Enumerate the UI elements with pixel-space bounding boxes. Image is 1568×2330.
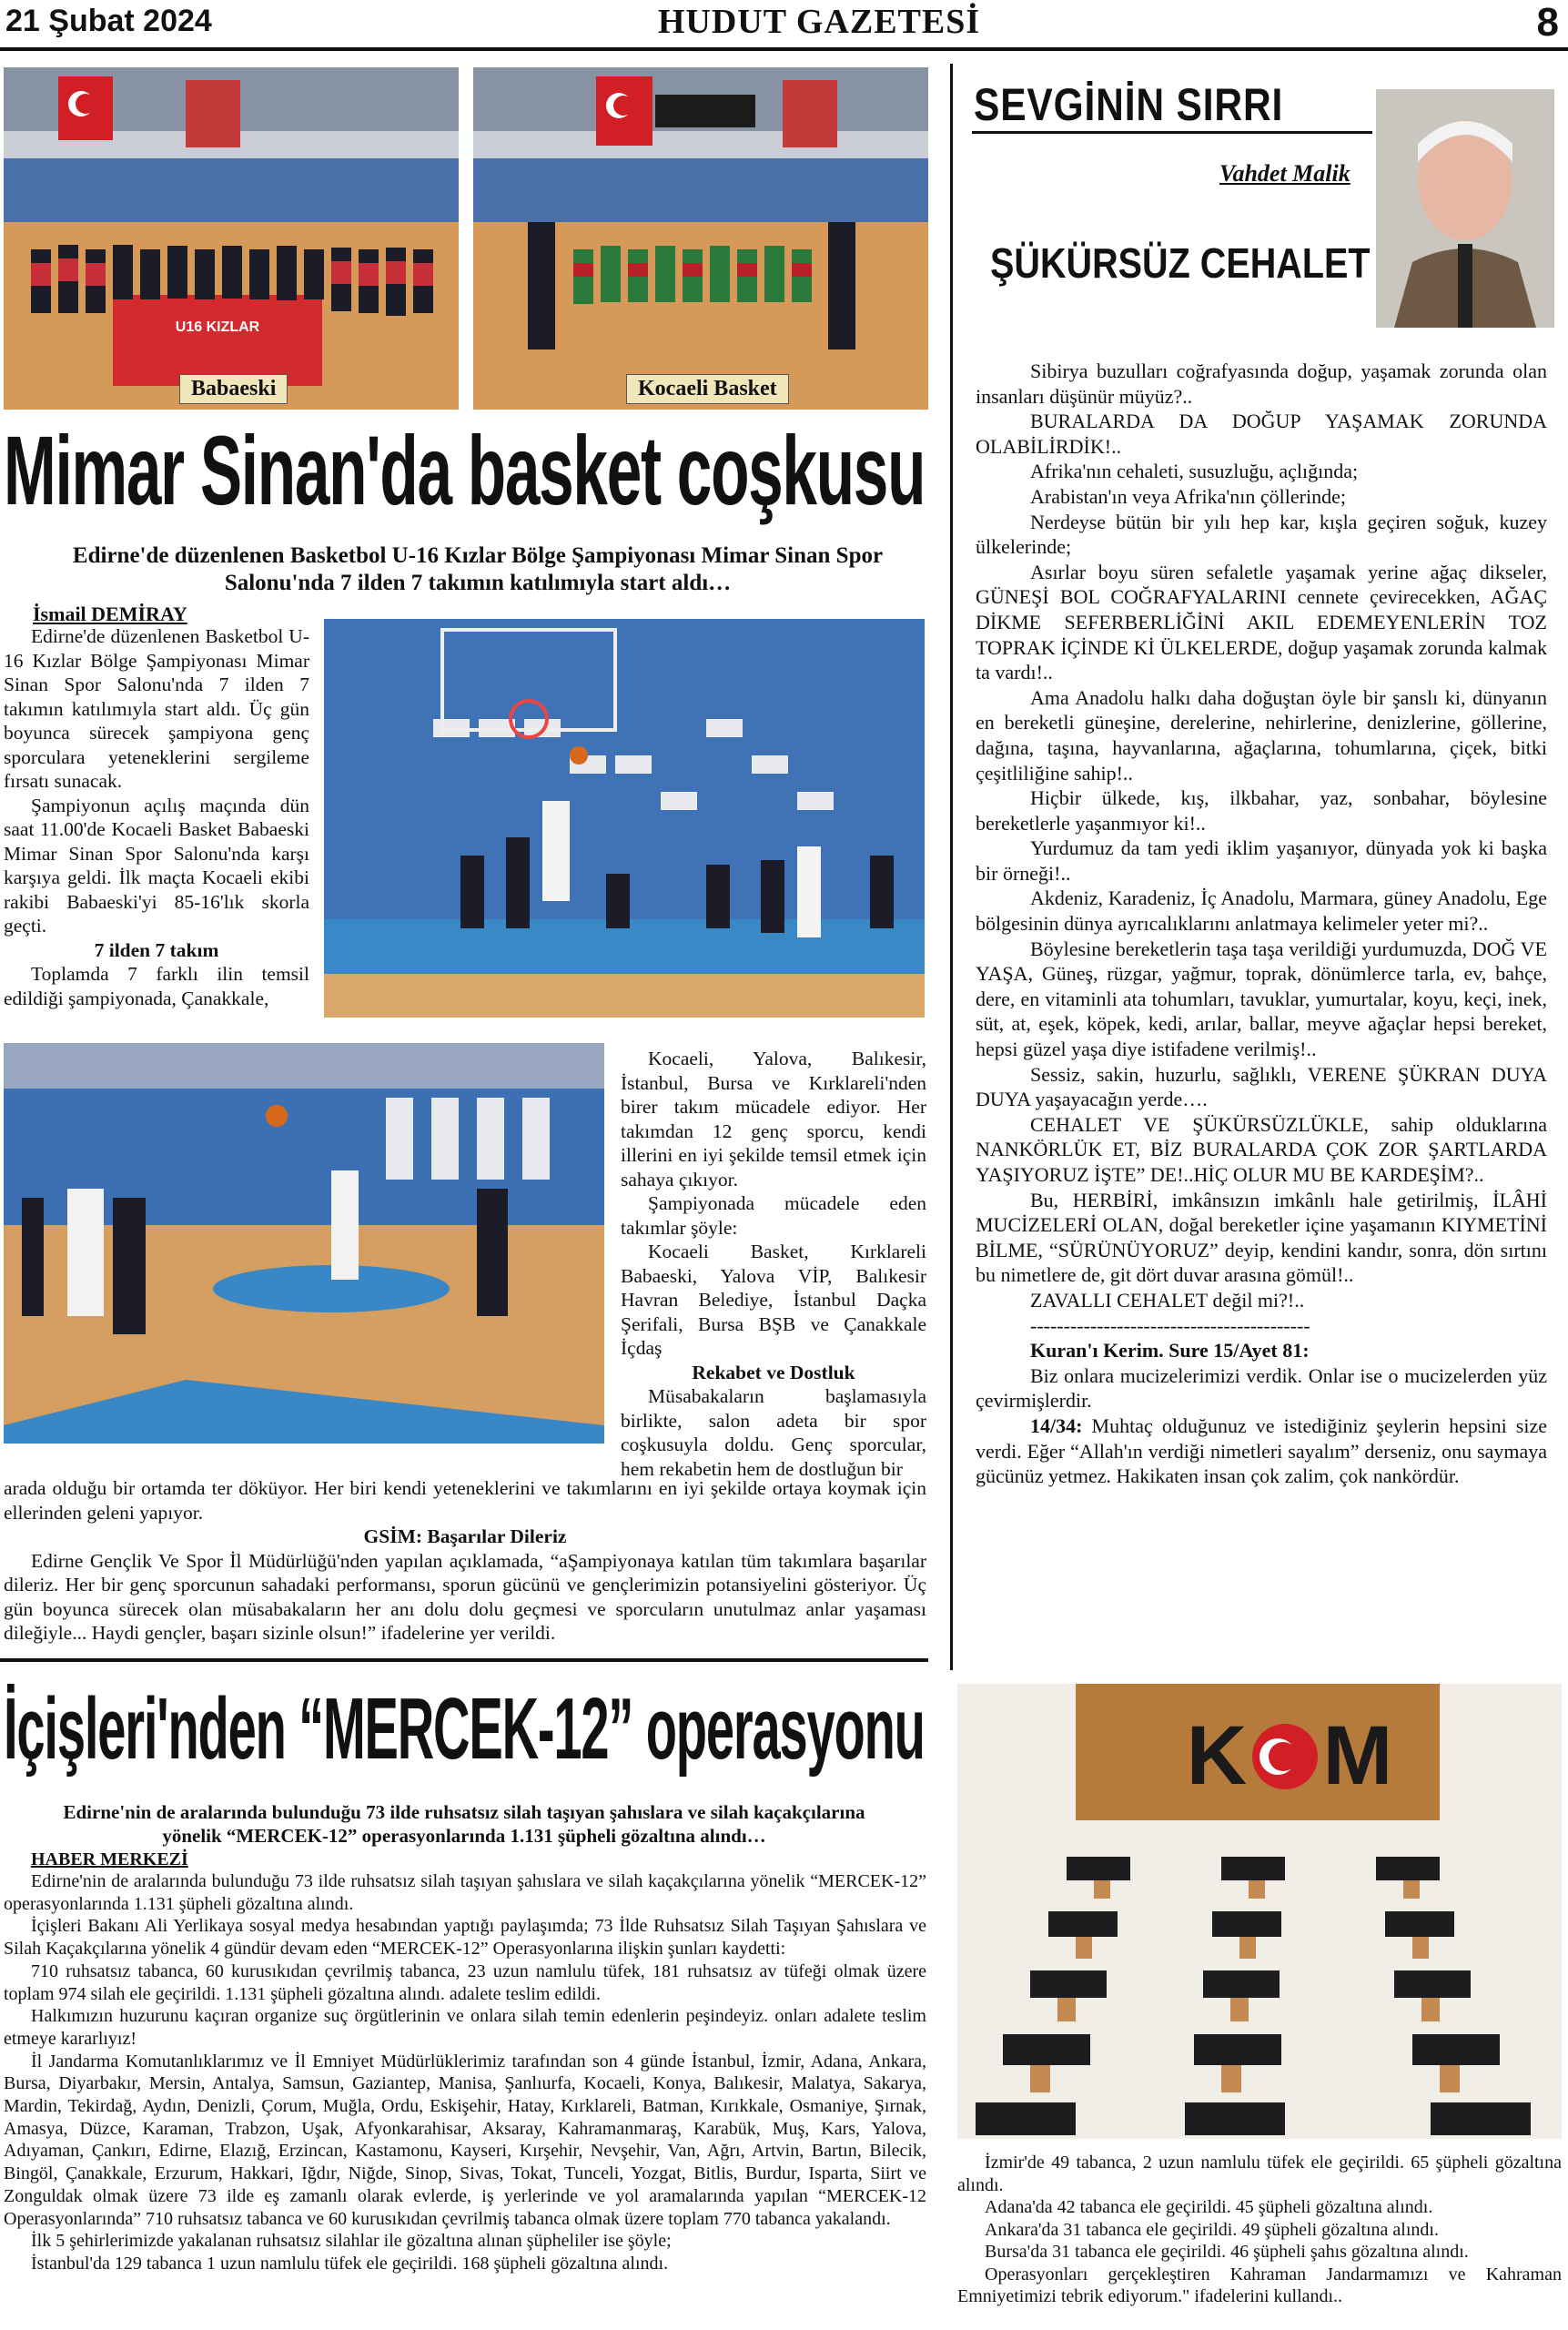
basket-continuation xyxy=(4,1476,926,1646)
column-p9: Yurdumuz da tam yedi iklim yaşanıyor, dünyada yok ki başka bir örneği!.. xyxy=(976,836,1547,885)
basket-full-p2: Edirne Gençlik Ve Spor İl Müdürlüğü'nden yapılan açıklamada, “aŞampiyonaya katılan tüm takımlara başarılar dileriz. Her bir genç sporcunun sahadaki performansı, sporun gücünü ve gençlerimizin potansiyelini gösteriyor. Üç gün boyunca sürecek olan müsabakaların her anı dolu dolu geçmesi ve sporcuların unutulmaz anlar yaşaması dileğiyle... Haydi gençler, başarı sizinle olsun!” ifadelerine yer verildi. xyxy=(4,1549,926,1644)
column-title: ŞÜKÜRSÜZ CEHALET xyxy=(990,239,1371,287)
column-divider-dashes: ------------------------------------------ xyxy=(1030,1313,1310,1337)
column-body xyxy=(976,359,1547,1489)
kom-logo-k: K xyxy=(1186,1709,1248,1802)
mercek-p2: İçişleri Bakanı Ali Yerlikaya sosyal medya hesabından yaptığı paylaşımda; 73 İlde Ruhsatsız Silah Taşıyan Şahıslara ve Silah Kaçakçılarına yönelik 4 gündür devam eden “MERCEK-12” Operasyonlarına ilişkin şunları kaydetti: xyxy=(4,1916,926,1960)
column-p10: Akdeniz, Karadeniz, İç Anadolu, Marmara, güney Anadolu, Ege bölgesinin dünya ayrıcalıklarını anlatmaya kelimeler yeter mi?.. xyxy=(976,886,1547,936)
kom-logo-m: M xyxy=(1322,1709,1393,1802)
mercek-p5: İl Jandarma Komutanlıklarımız ve İl Emniyet Müdürlüklerimiz tarafından son 4 günde İstanbul, İzmir, Adana, Ankara, Bursa, Diyarbakır, Mersin, Antalya, Samsun, Gaziantep, Manisa, Şanlıurfa, Kocaeli, Konya, Balıkesir, Malatya, Sakarya, Mardin, Tekirdağ, Aydın, Denizli, Çorum, Muğla, Ordu, Eskişehir, Hatay, Kırklareli, Batman, Kırıkkale, Osmaniye, Şırnak, Amasya, Düzce, Karaman, Trabzon, Uşak, Afyonkarahisar, Aksaray, Kahramanmaraş, Karabük, Muş, Kars, Yalova, Adıyaman, Çankırı, Edirne, Elazığ, Erzincan, Kastamonu, Kayseri, Kırşehir, Nevşehir, Van, Ağrı, Artvin, Bartın, Bilecik, Bingöl, Çanakkale, Erzurum, Hakkari, Iğdır, Niğde, Sinop, Sivas, Tokat, Tunceli, Yozgat, Bitlis, Burdur, Isparta, Siirt ve Zonguldak olmak üzere 73 ilde eş zamanlı olarak evlerde, iş yerlerinde ve yol aramalarında yapılan “MERCEK-12 Operasyonlarında” 710 ruhsatsız tabanca ve 60 kurusıkıdan çevrilmiş tabanca olmak üzere toplam 770 tabanca yakalandı. xyxy=(4,2051,926,2229)
mercek-r5: Operasyonları gerçekleştiren Kahraman Jandarmamızı ve Kahraman Emniyetimizi tebrik ediyorum." ifadelerini kullandı.. xyxy=(957,2264,1562,2306)
column-p14: Bu, HERBİRİ, imkânsızın imkânlı hale getirilmiş, İLÂHİ MUCİZELERİ OLAN, doğal bereketler içine yaşamanın KIYMETİNİ BİLME, “SÜRÜNÜYORUZ” deyip, kendini kandır, sonra, dön sırtını bu nimetlere de, git dört duvar arasına gömül!.. xyxy=(976,1188,1547,1287)
photo-seized-guns xyxy=(957,1684,1562,2139)
photo1-caption: Babaeski xyxy=(179,374,288,404)
mercek-p4: Halkımızın huzurunu kaçıran organize suç örgütlerinin ve onlara silah temin edenlerin peşindeyiz. onları adalete teslim etmeye kararlıyız! xyxy=(4,2006,926,2049)
basket-col1-p1: Edirne'de düzenlenen Basketbol U-16 Kızlar Bölge Şampiyonası Mimar Sinan Spor Salonu'nda 7 ilden 7 takımın katılımıyla start aldı. Üç gün boyunca sürecek şampiyona genç sporculara yeteneklerini sergileme fırsatı sunacak. xyxy=(4,625,309,792)
header-rule xyxy=(0,47,1568,51)
page-number: 8 xyxy=(1536,0,1559,45)
newspaper-name: HUDUT GAZETESİ xyxy=(657,3,981,41)
basket-col2-p2: Şampiyonada mücadele eden takımlar şöyle: xyxy=(621,1192,926,1239)
mercek-r4: Bursa'da 31 tabanca ele geçirildi. 46 şüpheli şahıs gözaltına alındı. xyxy=(985,2242,1469,2262)
basket-headline: Mimar Sinan'da basket coşkusu xyxy=(4,415,926,525)
column-author: Vahdet Malik xyxy=(1219,160,1351,187)
photo-game-2 xyxy=(4,1043,604,1444)
basket-col2-p1: Kocaeli, Yalova, Balıkesir, İstanbul, Bursa ve Kırklareli'nden birer takım mücadele ediyor. Her takımdan 12 genç sporcu, kendi illerini en iyi şekilde temsil etmek için sahaya çıkıyor. xyxy=(621,1048,926,1190)
mercek-r1: İzmir'de 49 tabanca, 2 uzun namlulu tüfek ele geçirildi. 65 şüpheli gözaltına alındı. xyxy=(957,2153,1562,2195)
column-p7: Ama Anadolu halkı daha doğuştan öyle bir şanslı ki, dünyanın en bereketli güneşine, derelerine, nehirlerine, denizlerine, göllerine, dağına, taşına, hayvanlarına, ağaçlarına, tohumlarına, çiçek, bitki çeşitliliğine sahip!.. xyxy=(976,685,1547,785)
column-p2: BURALARDA DA DOĞUP YAŞAMAK ZORUNDA OLABİLİRDİK!.. xyxy=(976,410,1547,458)
basket-full-p1: arada olduğu bir ortamda ter döküyor. Her biri kendi yeteneklerini ve takımlarını en iyi şekilde ortaya koymak için ellerinden geleni yapıyor. xyxy=(4,1477,926,1524)
verse-2-text: Muhtaç olduğunuz ve istediğiniz şeylerin hepsini size verdi. Eğer “Allah'ın verdiği nimetleri sayalım” derseniz, onu saymaya gücünüz yetmez. Hakikaten insan çok zalim, çok nankördür. xyxy=(976,1413,1547,1488)
basket-col2-p4: Müsabakaların başlamasıyla birlikte, salon adeta bir spor coşkusuyla doldu. Genç sporcular, hem rekabetin hem de dostluğun bir xyxy=(621,1385,926,1480)
column-p3: Afrika'nın cehaleti, susuzluğu, açlığında; xyxy=(1030,460,1359,483)
basket-subhead-1: 7 ilden 7 takım xyxy=(94,938,219,961)
mercek-headline: İçişleri'nden “MERCEK-12” operasyonu xyxy=(4,1680,925,1778)
section-rule xyxy=(0,1658,928,1662)
kocaeli-team-image xyxy=(473,67,928,410)
basket-col1-p2: Şampiyonun açılış maçında dün saat 11.00'de Kocaeli Basket Babaeski Mimar Sinan Spor Salonu'nda karşı karşıya geldi. İlk maçta Kocaeli ekibi rakibi Babaeski'yi 85-16'lık skorla geçti. xyxy=(4,794,309,937)
basket-col2 xyxy=(621,1047,926,1481)
column-p1: Sibirya buzulları coğrafyasında doğup, yaşamak zorunda olan insanları düşünür müyüz?.. xyxy=(976,360,1547,408)
mercek-body-right xyxy=(957,2152,1562,2308)
photo-game-1 xyxy=(324,619,925,1018)
mercek-r3: Ankara'da 31 tabanca ele geçirildi. 49 şüpheli gözaltına alındı. xyxy=(985,2219,1439,2240)
banner-text: U16 KIZLAR xyxy=(175,319,260,335)
basket-subhead-2: Rekabet ve Dostluk xyxy=(692,1361,855,1383)
basket-col1-p3: Toplamda 7 farklı ilin temsil edildiği şampiyonada, Çanakkale, xyxy=(4,963,309,1009)
mercek-body xyxy=(4,1870,926,2275)
column-p15: ZAVALLI CEHALET değil mi?!.. xyxy=(1030,1288,1305,1312)
column-p4: Arabistan'ın veya Afrika'nın çöllerinde; xyxy=(1030,484,1346,508)
column-p11: Böylesine bereketlerin taşa taşa verildiği yurdumuzda, DOĞ VE YAŞA, Güneş, rüzgar, yağmur, toprak, dönümlerce tarla, ev, bahçe, dere, en vitaminli ata tohumları, tavuklar, yumurtalar, koyu, keçi, inek, süt, at, eşek, köpek, kedi, arılar, ballar, meyve ağaçlar hepsi bereket, hepsi güzel yaşa diye istifadene verilmiş!.. xyxy=(976,937,1547,1061)
game-1-image xyxy=(324,619,925,1018)
basket-col2-p3: Kocaeli Basket, Kırklareli Babaeski, Yalova VİP, Balıkesir Havran Belediye, İstanbul Daçka Şerifali, Bursa BŞB ve Çanakkale İçdaş xyxy=(621,1241,926,1359)
basket-subhead-3: GSİM: Başarılar Dileriz xyxy=(363,1525,567,1547)
verse-1: Biz onlara mucizelerimizi verdik. Onlar ise o mucizelerden yüz çevirmişlerdir. xyxy=(976,1363,1547,1413)
column-p13: CEHALET VE ŞÜKÜRSÜZLÜKLE, sahip olduklarına NANKÖRLÜK ET, BİZ BURALARDA ÇOK ZOR ŞARTLARDA YAŞIYORUZ İŞTE” DE!..HİÇ OLUR MU BE KARDEŞİM?.. xyxy=(976,1112,1547,1186)
game-2-image xyxy=(4,1043,604,1444)
babaeski-team-image xyxy=(4,67,459,410)
mercek-r2: Adana'da 42 tabanca ele geçirildi. 45 şüpheli gözaltına alındı. xyxy=(985,2197,1433,2217)
mercek-p7: İstanbul'da 129 tabanca 1 uzun namlulu tüfek ele geçirildi. 168 şüpheli gözaltına alındı. xyxy=(31,2253,669,2274)
column-divider-top xyxy=(950,64,953,1670)
mercek-p1: Edirne'nin de aralarında bulunduğu 73 ilde ruhsatsız silah taşıyan şahıslara ve silah kaçakçılarına yönelik “MERCEK-12” operasyonlarında 1.131 şüpheli gözaltına alındı. xyxy=(4,1871,926,1914)
mercek-byline: HABER MERKEZİ xyxy=(31,1849,188,1869)
column-p5: Nerdeyse bütün bir yılı hep kar, kışla geçiren soğuk, kuzey ülkelerinde; xyxy=(976,510,1547,559)
column-p12: Sessiz, sakin, huzurlu, sağlıklı, VERENE ŞÜKRAN DUYA DUYA yaşayacağın yerde…. xyxy=(976,1062,1547,1111)
section-title-rule xyxy=(972,131,1372,134)
mercek-p3: 710 ruhsatsız tabanca, 60 kurusıkıdan çevrilmiş tabanca, 23 uzun namlulu tüfek, 181 ruhsatsız av tüfeği olmak üzere toplam 974 silah ele geçirildi. 1.131 şüpheli gözaltına alındı. adalete teslim edildi. xyxy=(4,1960,926,2004)
basket-byline: İsmail DEMİRAY xyxy=(33,603,187,625)
seized-guns-image xyxy=(957,1684,1562,2139)
photo2-caption: Kocaeli Basket xyxy=(626,374,789,404)
column-p6: Asırlar boyu süren sefaletle yaşamak yerine ağaç dikseler, GÜNEŞİ BOL COĞRAFYALARINI cennete çevirecekken, AĞAÇ DİKME SEFERBERLİĞİNİ AKIL EDEMEYENLERİN TOZ TOPRAK İÇİNDE Kİ ÜLKELERDE, doğup yaşamak zorunda kalmak ta vardı!.. xyxy=(976,560,1547,684)
photo-babaeski-team xyxy=(4,67,459,410)
column-p8: Hiçbir ülkede, kış, ilkbahar, yaz, sonbahar, böylesine bereketlerle yaşanmıyor ki!.. xyxy=(976,786,1547,835)
author-portrait xyxy=(1376,89,1554,328)
verse-2 xyxy=(976,1413,1547,1489)
verse-heading: Kuran'ı Kerim. Sure 15/Ayet 81: xyxy=(1030,1339,1310,1363)
column-section-title: SEVGİNİN SIRRI xyxy=(974,79,1284,130)
mercek-deck: Edirne'nin de aralarında bulunduğu 73 ilde ruhsatsız silah taşıyan şahıslara ve silah kaçakçılarına yönelik “MERCEK-12” operasyonlarında 1.131 şüpheli gözaltına alındı… xyxy=(63,1801,865,1847)
basket-col1 xyxy=(4,624,309,1010)
mercek-p6: İlk 5 şehirlerimizde yakalanan ruhsatsız silahlar ile gözaltına alınan şüpheliler ise şöyle; xyxy=(31,2231,672,2252)
basket-deck: Edirne'de düzenlenen Basketbol U-16 Kızlar Bölge Şampiyonası Mimar Sinan Spor Salonu'nda 7 ilden 7 takımın katılımıyla start aldı… xyxy=(72,543,884,595)
author-portrait-image xyxy=(1376,89,1554,328)
issue-date: 21 Şubat 2024 xyxy=(5,4,212,38)
photo-kocaeli-team xyxy=(473,67,928,410)
verse-2-ref: 14/34: xyxy=(1030,1413,1083,1437)
